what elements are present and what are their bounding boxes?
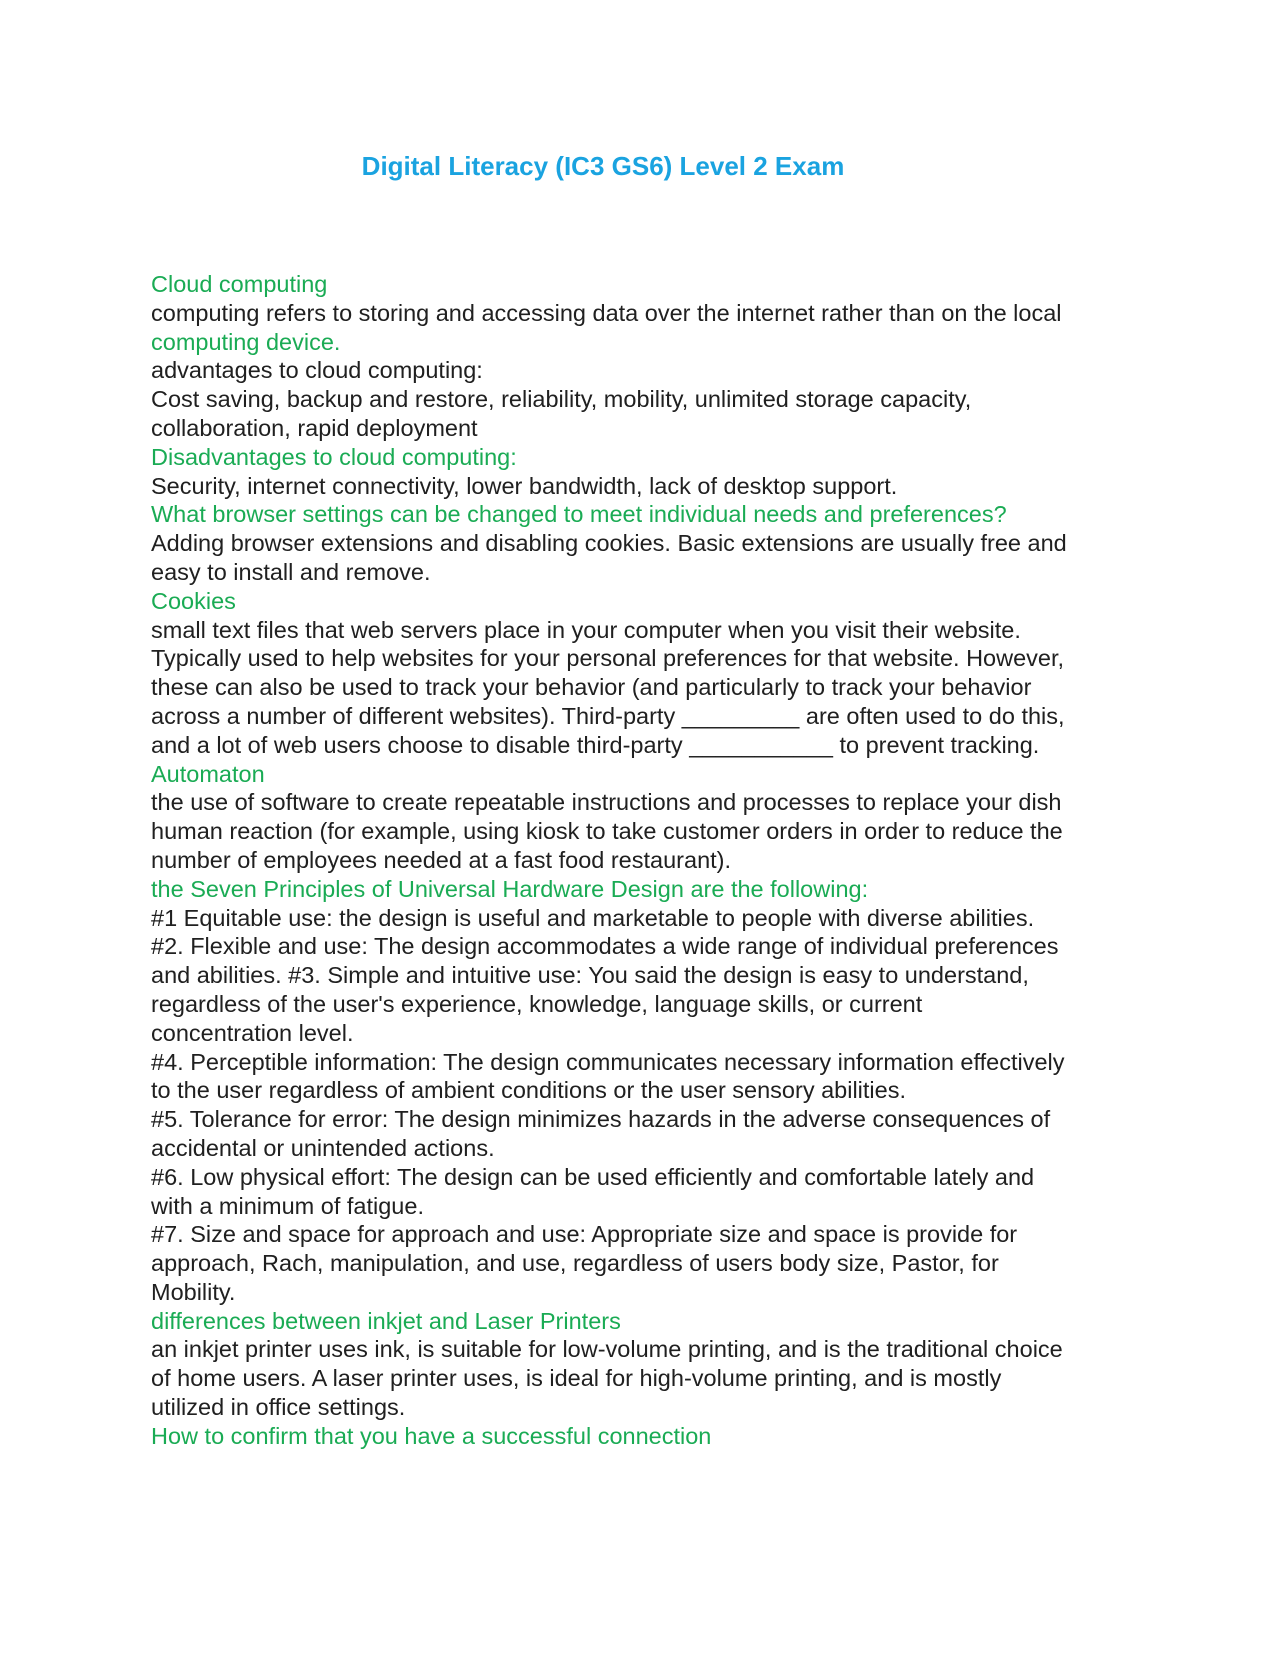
body-text-line: to the user regardless of ambient conditions or the user sensory abilities. [151, 1077, 907, 1104]
section-heading: Cloud computing [151, 271, 328, 297]
body-text-line: computing refers to storing and accessing data over the internet rather than on the local [151, 299, 1062, 326]
section-heading: the Seven Principles of Universal Hardware Design are the following: [151, 875, 869, 902]
body-text-line: Mobility. [151, 1278, 236, 1305]
body-text-line: advantages to cloud computing: [151, 357, 483, 384]
section-heading: differences between inkjet and Laser Printers [151, 1307, 621, 1334]
body-text-line: Typically used to help websites for your personal preferences for that website. However, [151, 645, 1065, 672]
section-heading: computing device. [151, 328, 341, 355]
section-heading: Cookies [151, 587, 236, 614]
body-text-line: utilized in office settings. [151, 1394, 406, 1421]
body-text-line: easy to install and remove. [151, 558, 431, 585]
body-text-line: approach, Rach, manipulation, and use, regardless of users body size, Pastor, for [151, 1250, 999, 1277]
body-text-line: an inkjet printer uses ink, is suitable for low-volume printing, and is the traditional choice [151, 1336, 1063, 1363]
body-text-line: #4. Perceptible information: The design communicates necessary information effectively [151, 1048, 1065, 1075]
body-text-line: Security, internet connectivity, lower bandwidth, lack of desktop support. [151, 472, 898, 499]
body-text-line: Cost saving, backup and restore, reliability, mobility, unlimited storage capacity, [151, 386, 972, 413]
body-text-line: these can also be used to track your behavior (and particularly to track your behavior [151, 674, 1032, 701]
body-text-line: collaboration, rapid deployment [151, 414, 478, 441]
body-text-line: with a minimum of fatigue. [151, 1192, 424, 1219]
document-body [151, 270, 1141, 1451]
body-text-line: #1 Equitable use: the design is useful and marketable to people with diverse abilities. [151, 904, 1035, 931]
section-heading: Automaton [151, 760, 265, 787]
section-heading: How to confirm that you have a successful connection [151, 1422, 712, 1449]
body-text-line: human reaction (for example, using kiosk to take customer orders in order to reduce the [151, 818, 1063, 845]
body-text-line: accidental or unintended actions. [151, 1134, 495, 1161]
section-heading: What browser settings can be changed to meet individual needs and preferences? [151, 501, 1007, 528]
body-text-line: across a number of different websites). Third-party _________ are often used to do this, [151, 702, 1065, 729]
body-text-line: of home users. A laser printer uses, is ideal for high-volume printing, and is mostly [151, 1365, 1002, 1392]
body-text-line: number of employees needed at a fast food restaurant). [151, 846, 732, 873]
body-text-line: Adding browser extensions and disabling cookies. Basic extensions are usually free and [151, 530, 1067, 557]
body-text-line: #5. Tolerance for error: The design minimizes hazards in the adverse consequences of [151, 1106, 1051, 1133]
body-text-line: #6. Low physical effort: The design can be used efficiently and comfortable lately and [151, 1163, 1035, 1190]
document-title: Digital Literacy (IC3 GS6) Level 2 Exam [361, 151, 845, 181]
body-text-line: the use of software to create repeatable instructions and processes to replace your dish [151, 789, 1062, 816]
body-text-line: and abilities. #3. Simple and intuitive use: You said the design is easy to understand, [151, 962, 1029, 989]
body-text-line: concentration level. [151, 1019, 354, 1046]
body-text-line: #2. Flexible and use: The design accommodates a wide range of individual preferences [151, 933, 1059, 960]
body-text-line: regardless of the user's experience, knowledge, language skills, or current [151, 990, 923, 1017]
body-text-line: #7. Size and space for approach and use: Appropriate size and space is provide for [151, 1221, 1018, 1248]
body-text-line: and a lot of web users choose to disable third-party ___________ to prevent tracking. [151, 731, 1040, 758]
section-heading: Disadvantages to cloud computing: [151, 443, 517, 470]
body-text-line: small text files that web servers place in your computer when you visit their website. [151, 616, 1021, 643]
